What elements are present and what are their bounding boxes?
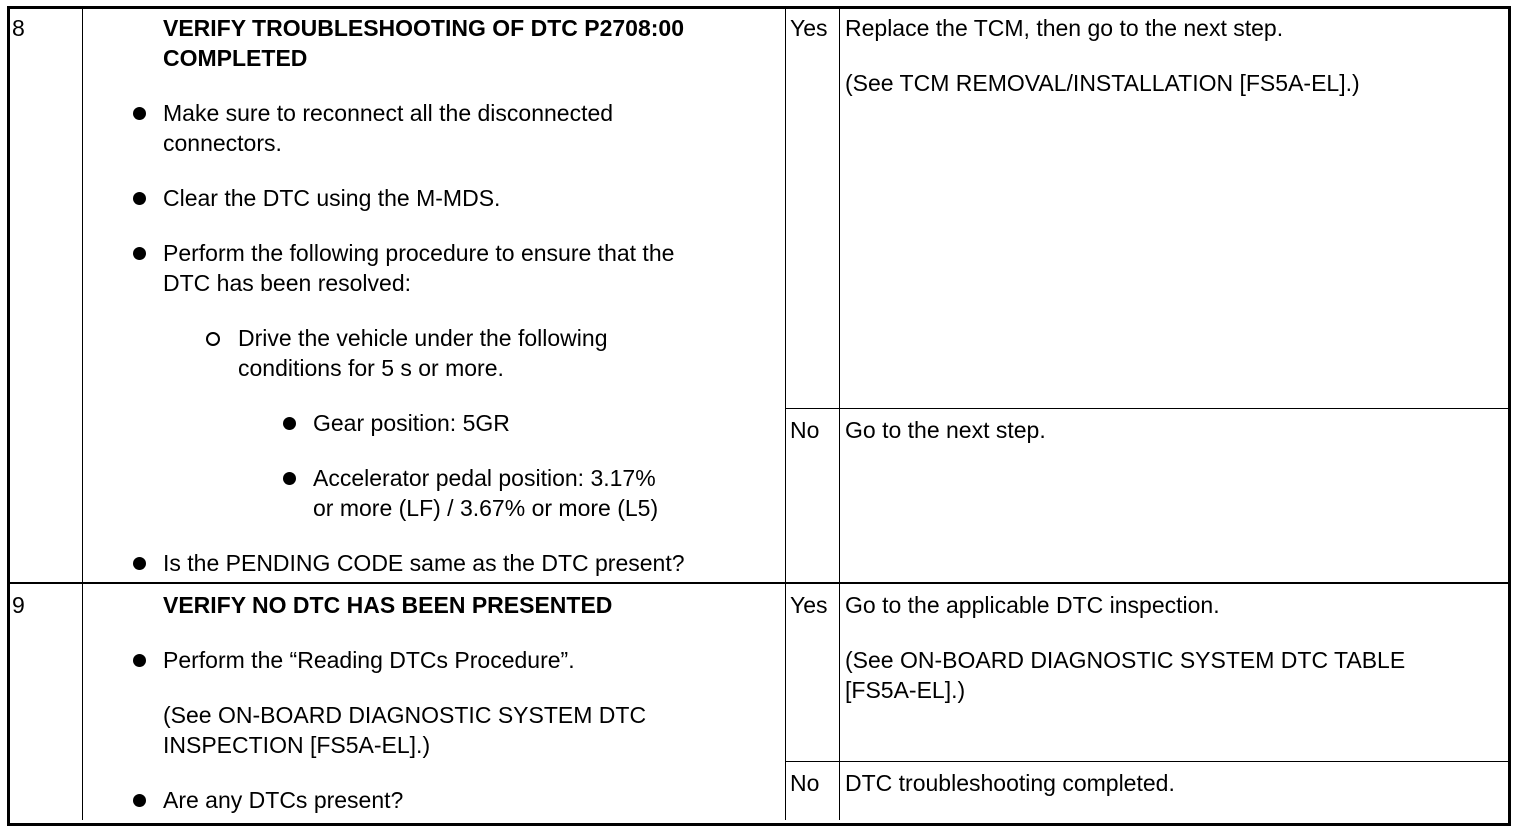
column-divider-action — [785, 9, 786, 820]
step-number: 9 — [12, 592, 25, 618]
instruction-text: Make sure to reconnect all the disconnected — [163, 100, 614, 126]
instruction-text: connectors. — [163, 130, 282, 156]
yes-label: Yes — [790, 592, 828, 618]
sub-instruction-text: conditions for 5 s or more. — [238, 355, 504, 381]
step-title: VERIFY NO DTC HAS BEEN PRESENTED — [163, 592, 613, 618]
yes-action-text: [FS5A-EL].) — [845, 677, 966, 703]
no-action-text: Go to the next step. — [845, 417, 1046, 443]
sub-instruction-text: Drive the vehicle under the following — [238, 325, 608, 351]
bullet-icon — [133, 654, 146, 667]
condition-text: Gear position: 5GR — [313, 410, 510, 436]
condition-text: or more (LF) / 3.67% or more (L5) — [313, 495, 659, 521]
instruction-text: DTC has been resolved: — [163, 270, 412, 296]
yes-no-divider-row9 — [785, 761, 1508, 762]
condition-text: Accelerator pedal position: 3.17% — [313, 465, 656, 491]
bullet-icon — [133, 794, 146, 807]
no-action-text: DTC troubleshooting completed. — [845, 770, 1175, 796]
question-text: Are any DTCs present? — [163, 787, 404, 813]
column-divider-result — [839, 9, 840, 820]
reference-text: (See ON-BOARD DIAGNOSTIC SYSTEM DTC — [163, 702, 647, 728]
instruction-text: Perform the following procedure to ensure that the — [163, 240, 675, 266]
instruction-text: Perform the “Reading DTCs Procedure”. — [163, 647, 575, 673]
yes-action-text: Replace the TCM, then go to the next step. — [845, 15, 1284, 41]
hollow-bullet-icon — [206, 332, 220, 346]
step-number: 8 — [12, 15, 25, 41]
bullet-icon — [133, 107, 146, 120]
reference-text: INSPECTION [FS5A-EL].) — [163, 732, 431, 758]
yes-label: Yes — [790, 15, 828, 41]
bullet-icon — [133, 192, 146, 205]
instruction-text: Clear the DTC using the M-MDS. — [163, 185, 501, 211]
bullet-icon — [283, 417, 296, 430]
question-text: Is the PENDING CODE same as the DTC present? — [163, 550, 685, 576]
no-label: No — [790, 417, 820, 443]
row-divider — [10, 582, 1508, 584]
bullet-icon — [283, 472, 296, 485]
column-divider-step — [82, 9, 83, 820]
yes-action-text: (See ON-BOARD DIAGNOSTIC SYSTEM DTC TABLE — [845, 647, 1406, 673]
yes-action-text: Go to the applicable DTC inspection. — [845, 592, 1220, 618]
no-label: No — [790, 770, 820, 796]
step-title: COMPLETED — [163, 45, 308, 71]
yes-action-text: (See TCM REMOVAL/INSTALLATION [FS5A-EL].) — [845, 70, 1360, 96]
bullet-icon — [133, 247, 146, 260]
bullet-icon — [133, 557, 146, 570]
step-title: VERIFY TROUBLESHOOTING OF DTC P2708:00 — [163, 15, 685, 41]
yes-no-divider-row8 — [785, 408, 1508, 409]
